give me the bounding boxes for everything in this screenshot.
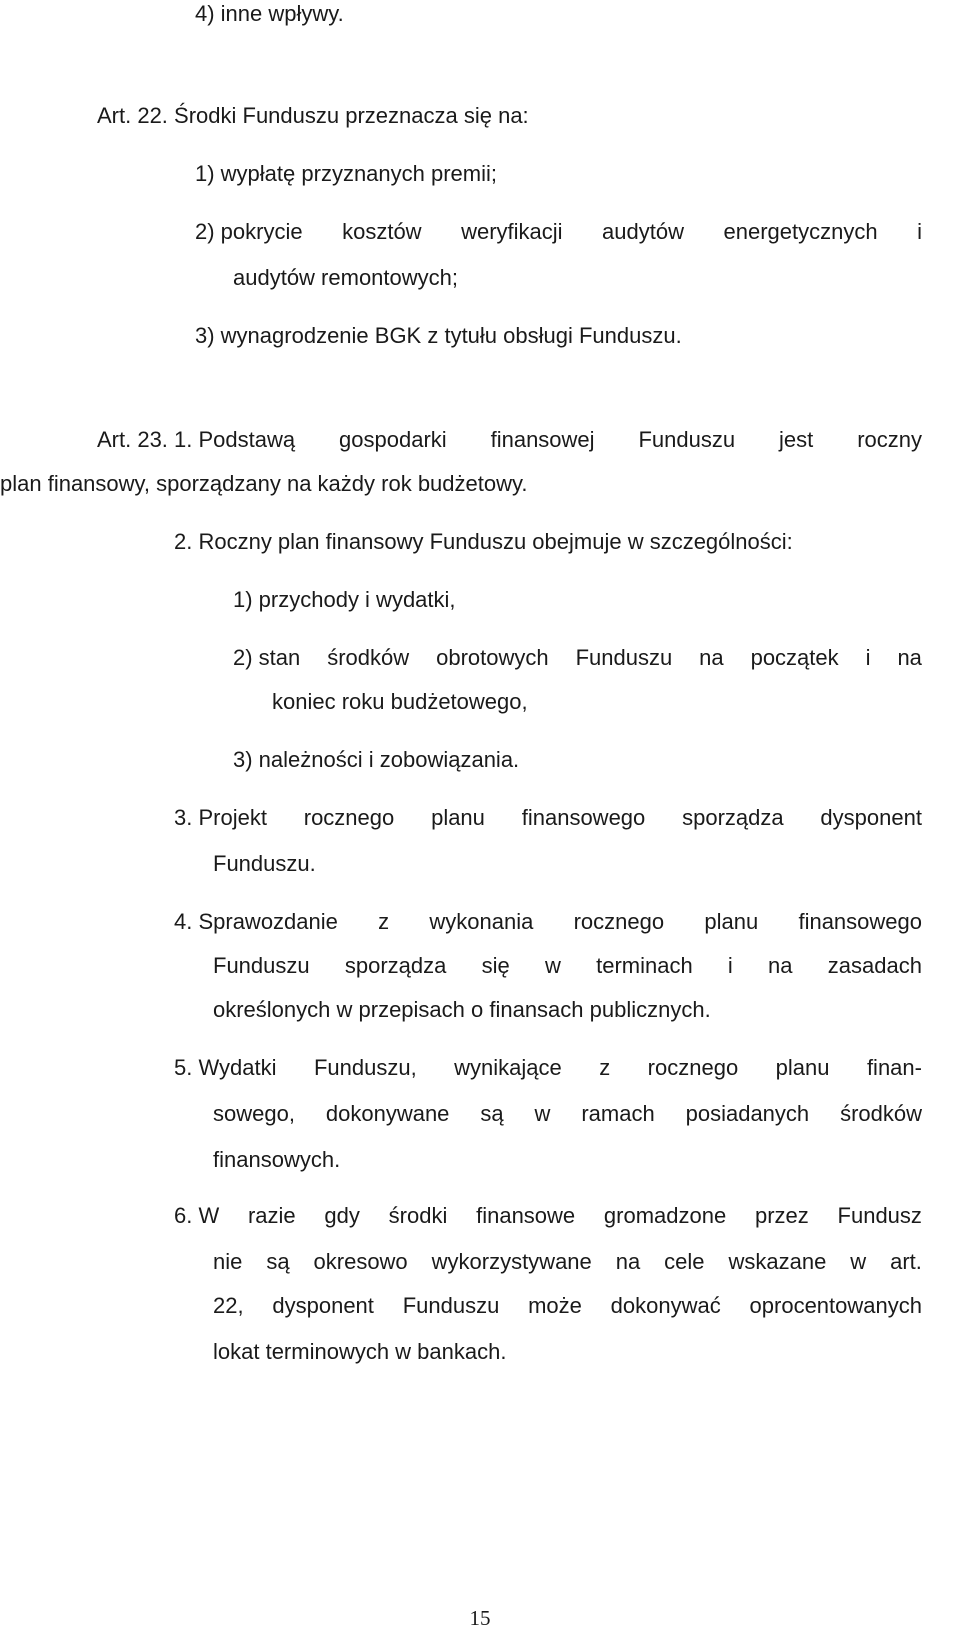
page-number: 15 (469, 1606, 491, 1630)
text-line-justified: sowego, dokonywane są w ramach posiadanych środków (213, 1101, 922, 1126)
text-line: Funduszu. (213, 851, 316, 876)
text-line-justified: Funduszu sporządza się w terminach i na zasadach (213, 953, 922, 978)
text-line-justified: 2) stan środków obrotowych Funduszu na początek i na (233, 645, 922, 670)
text-line: 3) wynagrodzenie BGK z tytułu obsługi Funduszu. (195, 323, 682, 348)
article-23-heading: Art. 23. 1. Podstawą gospodarki finansowej Funduszu jest roczny (97, 427, 922, 452)
text-line: 4) inne wpływy. (195, 1, 344, 26)
text-line-justified: 2) pokrycie kosztów weryfikacji audytów energetycznych i (195, 219, 922, 244)
text-line: audytów remontowych; (233, 265, 458, 290)
text-line-justified: 5. Wydatki Funduszu, wynikające z rocznego planu finan- (174, 1055, 922, 1080)
text-line: plan finansowy, sporządzany na każdy rok budżetowy. (0, 471, 528, 496)
text-line-justified: 3. Projekt rocznego planu finansowego sporządza dysponent (174, 805, 922, 830)
text-line-justified: 4. Sprawozdanie z wykonania rocznego planu finansowego (174, 909, 922, 934)
text-line-justified: 22, dysponent Funduszu może dokonywać oprocentowanych (213, 1293, 922, 1318)
text-line-justified: nie są okresowo wykorzystywane na cele wskazane w art. (213, 1249, 922, 1274)
article-22-heading: Art. 22. Środki Funduszu przeznacza się na: (97, 103, 529, 128)
text-line: określonych w przepisach o finansach publicznych. (213, 997, 711, 1022)
text-line: lokat terminowych w bankach. (213, 1339, 507, 1364)
text-line: 1) wypłatę przyznanych premii; (195, 161, 498, 186)
text-line-justified: 6. W razie gdy środki finansowe gromadzone przez Fundusz (174, 1203, 922, 1228)
text-line: koniec roku budżetowego, (272, 689, 528, 714)
text-line: finansowych. (213, 1147, 341, 1172)
text-line: 3) należności i zobowiązania. (233, 747, 520, 772)
text-line: 1) przychody i wydatki, (233, 587, 456, 612)
text-line: 2. Roczny plan finansowy Funduszu obejmuje w szczególności: (174, 529, 793, 554)
